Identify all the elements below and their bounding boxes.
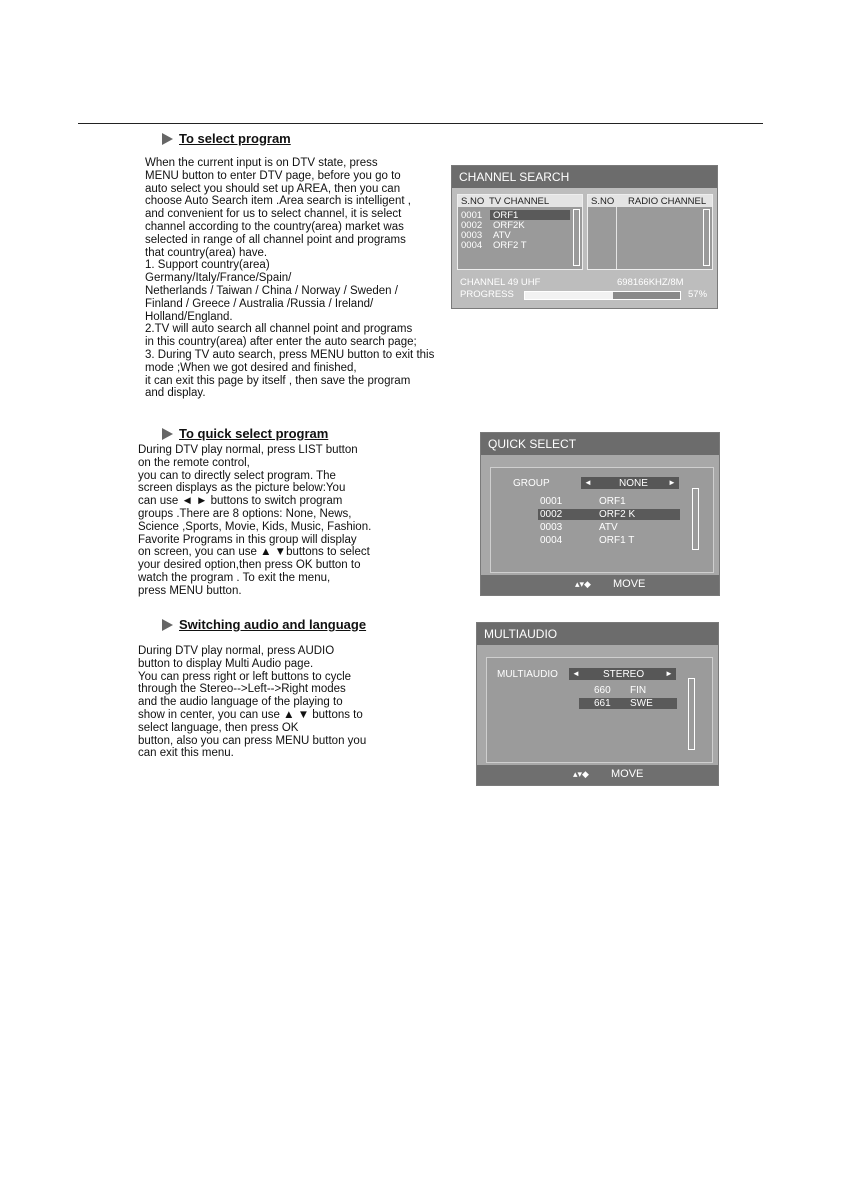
- radio-header-sno: S.NO: [591, 196, 615, 207]
- section-heading-audio: [162, 617, 366, 632]
- paragraph-line: Germany/Italy/France/Spain/: [145, 272, 292, 285]
- play-triangle-icon: [162, 619, 173, 631]
- quick-select-footer: [481, 575, 719, 595]
- multiaudio-footer: [477, 765, 718, 785]
- arrow-left-icon[interactable]: ◄: [572, 669, 580, 678]
- program-row-name[interactable]: ORF1 T: [599, 535, 635, 546]
- tv-row-name[interactable]: ATV: [493, 230, 511, 241]
- paragraph-line: and display.: [145, 387, 206, 400]
- tv-row-no: 0002: [461, 220, 483, 231]
- paragraph-line: button, also you can press MENU button you: [138, 734, 367, 747]
- paragraph-line: that country(area) have.: [145, 246, 268, 259]
- paragraph-line: it can exit this page by itself , then save the program: [145, 374, 411, 387]
- paragraph-line: Holland/England.: [145, 310, 233, 323]
- language-row-no: 660: [594, 685, 611, 696]
- progress-bar: [524, 291, 681, 300]
- multiaudio-scrollbar[interactable]: [688, 678, 695, 750]
- paragraph-line: press MENU button.: [138, 584, 242, 597]
- tv-row-no: 0001: [461, 210, 483, 221]
- tv-header-sno: S.NO: [461, 196, 485, 207]
- progress-label: PROGRESS: [460, 289, 514, 300]
- quick-select-scrollbar[interactable]: [692, 488, 699, 550]
- program-row-no: 0001: [540, 496, 563, 507]
- audio-mode-selector[interactable]: [569, 668, 676, 680]
- arrow-left-icon[interactable]: ◄: [584, 478, 592, 487]
- tv-row-no: 0003: [461, 230, 483, 241]
- paragraph-line: and convenient for us to select channel, it is select: [145, 208, 402, 221]
- paragraph-line: and the audio language of the playing to: [138, 696, 343, 709]
- frequency-info: 698166KHZ/8M: [617, 277, 684, 288]
- language-row-name[interactable]: FIN: [630, 685, 647, 696]
- multiaudio-title: MULTIAUDIO: [477, 623, 718, 645]
- section-paragraph-audio: [138, 645, 366, 760]
- tv-header-name: TV CHANNEL: [489, 196, 550, 207]
- program-row-name[interactable]: ORF1: [599, 496, 626, 507]
- paragraph-line: can use ◄ ► buttons to switch program: [138, 495, 343, 508]
- channel-search-title: CHANNEL SEARCH: [452, 166, 717, 188]
- section-paragraph-quick-select: [138, 444, 371, 598]
- play-triangle-icon: [162, 133, 173, 145]
- move-arrows-icon: ▴▾◆: [573, 769, 589, 779]
- language-row-no: 661: [594, 698, 611, 709]
- tv-row-name[interactable]: ORF1: [493, 210, 519, 221]
- radio-list-scrollbar[interactable]: [703, 209, 710, 266]
- group-label: GROUP: [513, 478, 550, 489]
- paragraph-line: 1. Support country(area): [145, 259, 270, 272]
- paragraph-line: During DTV play normal, press LIST button: [138, 444, 358, 456]
- section-heading-quick-select: [162, 426, 328, 441]
- arrow-right-icon[interactable]: ►: [668, 478, 676, 487]
- progress-bar-fill: [525, 292, 613, 299]
- paragraph-line: your desired option,then press OK button to: [138, 559, 361, 572]
- program-row-no: 0004: [540, 535, 563, 546]
- program-row-no: 0002: [540, 509, 563, 520]
- progress-percent: 57%: [688, 289, 708, 300]
- paragraph-line: Finland / Greece / Australia /Russia / Ireland/: [145, 297, 374, 310]
- paragraph-line: you can to directly select program. The: [138, 469, 336, 482]
- section-heading-select-program: [162, 131, 291, 146]
- footer-move-label: MOVE: [611, 768, 644, 780]
- paragraph-line: Favorite Programs in this group will display: [138, 533, 357, 546]
- multiaudio-label: MULTIAUDIO: [497, 669, 558, 680]
- heading-text: To quick select program: [179, 426, 329, 441]
- tv-row-name[interactable]: ORF2K: [493, 220, 525, 231]
- paragraph-line: channel according to the country(area) market was: [145, 220, 404, 233]
- paragraph-line: 3. During TV auto search, press MENU button to exit this: [145, 348, 435, 361]
- paragraph-line: in this country(area) after enter the auto search page;: [145, 336, 417, 349]
- arrow-right-icon[interactable]: ►: [665, 669, 673, 678]
- quick-select-title: QUICK SELECT: [481, 433, 719, 455]
- tv-row-name[interactable]: ORF2 T: [493, 240, 527, 251]
- paragraph-line: groups .There are 8 options: None, News,: [138, 507, 352, 520]
- paragraph-line: Netherlands / Taiwan / China / Norway / Sweden /: [145, 284, 398, 297]
- footer-move-label: MOVE: [613, 578, 646, 590]
- paragraph-line: screen displays as the picture below:You: [138, 482, 346, 495]
- paragraph-line: choose Auto Search item .Area search is intelligent ,: [145, 195, 411, 208]
- paragraph-line: auto select you should set up AREA, then you can: [145, 182, 401, 195]
- radio-channel-list: [587, 194, 713, 270]
- program-row-no: 0003: [540, 522, 563, 533]
- top-rule: [78, 123, 763, 124]
- paragraph-line: through the Stereo-->Left-->Right modes: [138, 683, 346, 696]
- paragraph-line: can exit this menu.: [138, 747, 234, 760]
- tv-row-no: 0004: [461, 240, 483, 251]
- tv-channel-list: [457, 194, 583, 270]
- multiaudio-body: [486, 657, 713, 763]
- paragraph-line: mode ;When we got desired and finished,: [145, 361, 357, 374]
- language-row-name[interactable]: SWE: [630, 698, 653, 709]
- quick-select-body: [490, 467, 714, 573]
- paragraph-line: selected in range of all channel point and programs: [145, 233, 406, 246]
- radio-header-name: RADIO CHANNEL: [628, 196, 707, 207]
- multiaudio-panel: [476, 622, 719, 786]
- paragraph-line: on screen, you can use ▲ ▼buttons to select: [138, 546, 370, 559]
- paragraph-line: You can press right or left buttons to cycle: [138, 670, 352, 683]
- channel-info: CHANNEL 49 UHF: [460, 277, 541, 288]
- paragraph-line: MENU button to enter DTV page, before you go to: [145, 169, 401, 182]
- radio-list-divider: [616, 207, 617, 269]
- group-selector[interactable]: [581, 477, 679, 489]
- paragraph-line: watch the program . To exit the menu,: [138, 571, 331, 584]
- quick-select-panel: [480, 432, 720, 596]
- paragraph-line: on the remote control,: [138, 456, 250, 469]
- tv-list-scrollbar[interactable]: [573, 209, 580, 266]
- paragraph-line: button to display Multi Audio page.: [138, 657, 314, 670]
- move-arrows-icon: ▴▾◆: [575, 579, 591, 589]
- audio-mode-value: STEREO: [603, 669, 645, 680]
- paragraph-line: When the current input is on DTV state, press: [145, 157, 378, 169]
- group-value: NONE: [619, 478, 648, 489]
- channel-search-panel: [451, 165, 718, 309]
- paragraph-line: select language, then press OK: [138, 721, 299, 734]
- program-row-name[interactable]: ATV: [599, 522, 618, 533]
- paragraph-line: Science ,Sports, Movie, Kids, Music, Fashion.: [138, 520, 372, 533]
- paragraph-line: During DTV play normal, press AUDIO: [138, 645, 335, 657]
- heading-text: Switching audio and language: [179, 617, 367, 632]
- paragraph-line: 2.TV will auto search all channel point and programs: [145, 323, 413, 336]
- program-row-name[interactable]: ORF2 K: [599, 509, 636, 520]
- paragraph-line: show in center, you can use ▲ ▼ buttons to: [138, 708, 363, 721]
- play-triangle-icon: [162, 428, 173, 440]
- section-paragraph-select-program: [145, 157, 434, 400]
- heading-text: To select program: [179, 131, 291, 146]
